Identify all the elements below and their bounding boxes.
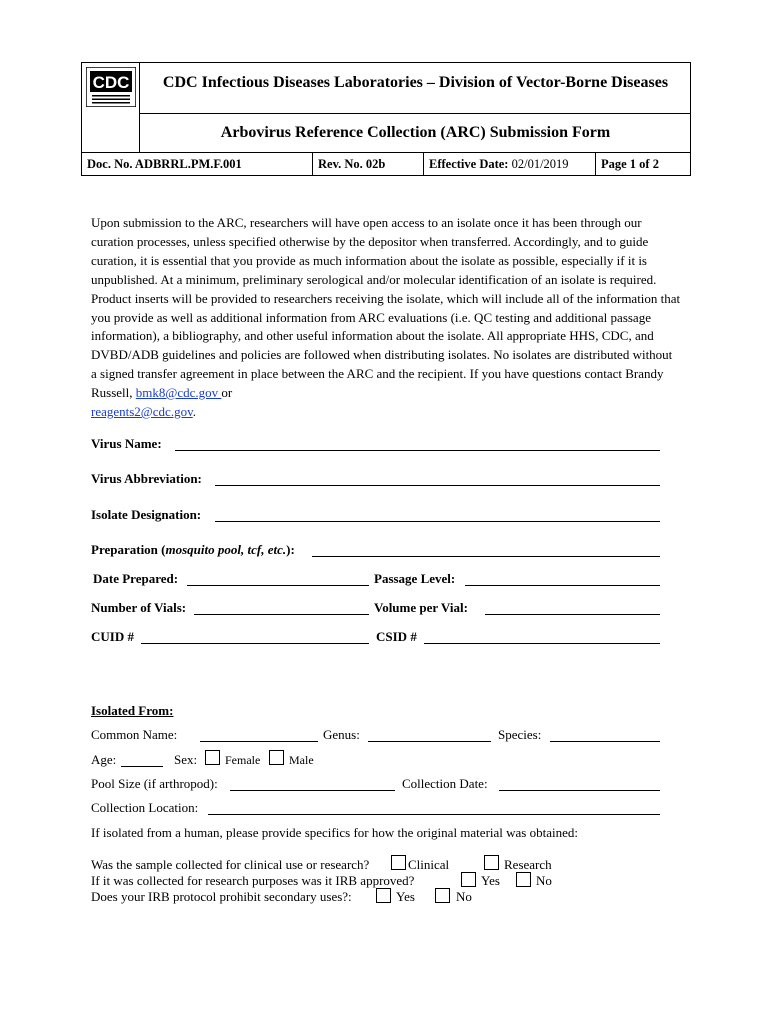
cdc-logo-icon [86, 67, 136, 107]
csid-field[interactable] [424, 643, 660, 644]
date-prepared-field[interactable] [187, 585, 369, 586]
passage-level-label: Passage Level: [374, 571, 456, 586]
age-label: Age: [91, 752, 117, 767]
effective-date-value: 02/01/2019 [511, 157, 569, 171]
species-label: Species: [498, 727, 542, 742]
intro-text: Upon submission to the ARC, researchers will have open access to an isolate once it has been through our curation processes, unless specified otherwise by the depositor when transferred. Accordingly, and to guide curation, it is essential that you provide as much information about the isolate as possible, especially if it is unpublished. At a minimum, preliminary serological and/or molecular identification of an isolate is required. Product inserts will be provided to researchers receiving the isolate, which will include all of the information that you provide as well as additional information from ARC evaluations (i.e. QC testing and additional passage information), a bibliography, and other useful information about the isolate. All appropriate HHS, CDC, and DVBD/ADB guidelines and policies are followed when distributing isolates. No isolates are distributed without a signed transfer agreement in place between the ARC and the recipient. If you have questions contact Brandy Russell, [91, 215, 681, 401]
isolated-from-heading: Isolated From: [91, 703, 174, 718]
virus-abbreviation-field[interactable] [215, 485, 660, 486]
clinical-or-research-question: Was the sample collected for clinical use or research? [91, 857, 370, 872]
volume-per-vial-label: Volume per Vial: [374, 600, 468, 615]
secondary-no-label: No [456, 889, 472, 904]
clinical-label: Clinical [408, 857, 450, 872]
effective-date [424, 153, 596, 176]
passage-level-field[interactable] [465, 585, 660, 586]
intro-or: or [221, 385, 233, 401]
genus-field[interactable] [368, 741, 491, 742]
isolate-designation-field[interactable] [215, 521, 660, 522]
common-name-label: Common Name: [91, 727, 178, 742]
csid-label: CSID # [376, 629, 417, 644]
email-link-reagents2[interactable]: reagents2@cdc.gov [91, 404, 193, 420]
number-of-vials-field[interactable] [194, 614, 369, 615]
org-title: CDC Infectious Diseases Laboratories – Division of Vector-Borne Diseases [140, 63, 691, 114]
intro-paragraph [91, 214, 681, 422]
male-label: Male [289, 753, 314, 767]
virus-name-label: Virus Name: [91, 436, 162, 451]
document-meta-row [82, 152, 690, 175]
secondary-no-checkbox[interactable] [435, 888, 450, 903]
email-link-bmk8[interactable]: bmk8@cdc.gov [135, 385, 222, 401]
irb-yes-checkbox[interactable] [461, 872, 476, 887]
revision-number [313, 153, 424, 176]
age-field[interactable] [121, 766, 163, 767]
irb-no-checkbox[interactable] [516, 872, 531, 887]
revision-value: 02b [365, 157, 386, 171]
secondary-use-question: Does your IRB protocol prohibit secondary uses?: [91, 889, 352, 904]
preparation-example: mosquito pool, tcf, etc. [165, 542, 287, 557]
human-specifics-prompt: If isolated from a human, please provide specifics for how the original material was obtained: [91, 825, 578, 840]
clinical-checkbox[interactable] [391, 855, 406, 870]
common-name-field[interactable] [200, 741, 318, 742]
doc-number: Doc. No. ADBRRL.PM.F.001 [82, 153, 313, 176]
collection-date-label: Collection Date: [402, 776, 488, 791]
collection-location-label: Collection Location: [91, 800, 199, 815]
preparation-field[interactable] [312, 556, 660, 557]
preparation-label-text: Preparation ( [91, 542, 166, 557]
male-checkbox[interactable] [269, 750, 284, 765]
collection-location-field[interactable] [208, 814, 660, 815]
research-label: Research [504, 857, 552, 872]
cuid-label: CUID # [91, 629, 134, 644]
irb-approved-question: If it was collected for research purposes was it IRB approved? [91, 873, 415, 888]
document-header [81, 62, 691, 176]
logo-cell [82, 63, 140, 152]
logo-text: CDC [92, 73, 130, 92]
preparation-label-end: ): [286, 542, 295, 557]
date-prepared-label: Date Prepared: [93, 571, 179, 586]
female-label: Female [225, 753, 261, 767]
species-field[interactable] [550, 741, 660, 742]
research-checkbox[interactable] [484, 855, 499, 870]
form-title: Arbovirus Reference Collection (ARC) Submission Form [220, 124, 611, 141]
intro-period: . [192, 404, 196, 420]
pool-size-field[interactable] [230, 790, 395, 791]
isolate-designation-label: Isolate Designation: [91, 507, 202, 522]
volume-per-vial-field[interactable] [485, 614, 660, 615]
number-of-vials-label: Number of Vials: [91, 600, 187, 615]
cuid-field[interactable] [141, 643, 369, 644]
collection-date-field[interactable] [499, 790, 660, 791]
effective-date-label: Effective Date: [429, 157, 509, 171]
sex-label: Sex: [174, 752, 198, 767]
irb-yes-label: Yes [481, 873, 500, 888]
revision-label: Rev. No. [318, 157, 363, 171]
secondary-yes-label: Yes [396, 889, 415, 904]
female-checkbox[interactable] [205, 750, 220, 765]
preparation-label [91, 542, 295, 558]
pool-size-label: Pool Size (if arthropod): [91, 776, 218, 791]
secondary-yes-checkbox[interactable] [376, 888, 391, 903]
genus-label: Genus: [323, 727, 360, 742]
virus-name-field[interactable] [175, 450, 660, 451]
irb-no-label: No [536, 873, 552, 888]
page-number: Page 1 of 2 [601, 157, 659, 171]
virus-abbreviation-label: Virus Abbreviation: [91, 471, 202, 486]
